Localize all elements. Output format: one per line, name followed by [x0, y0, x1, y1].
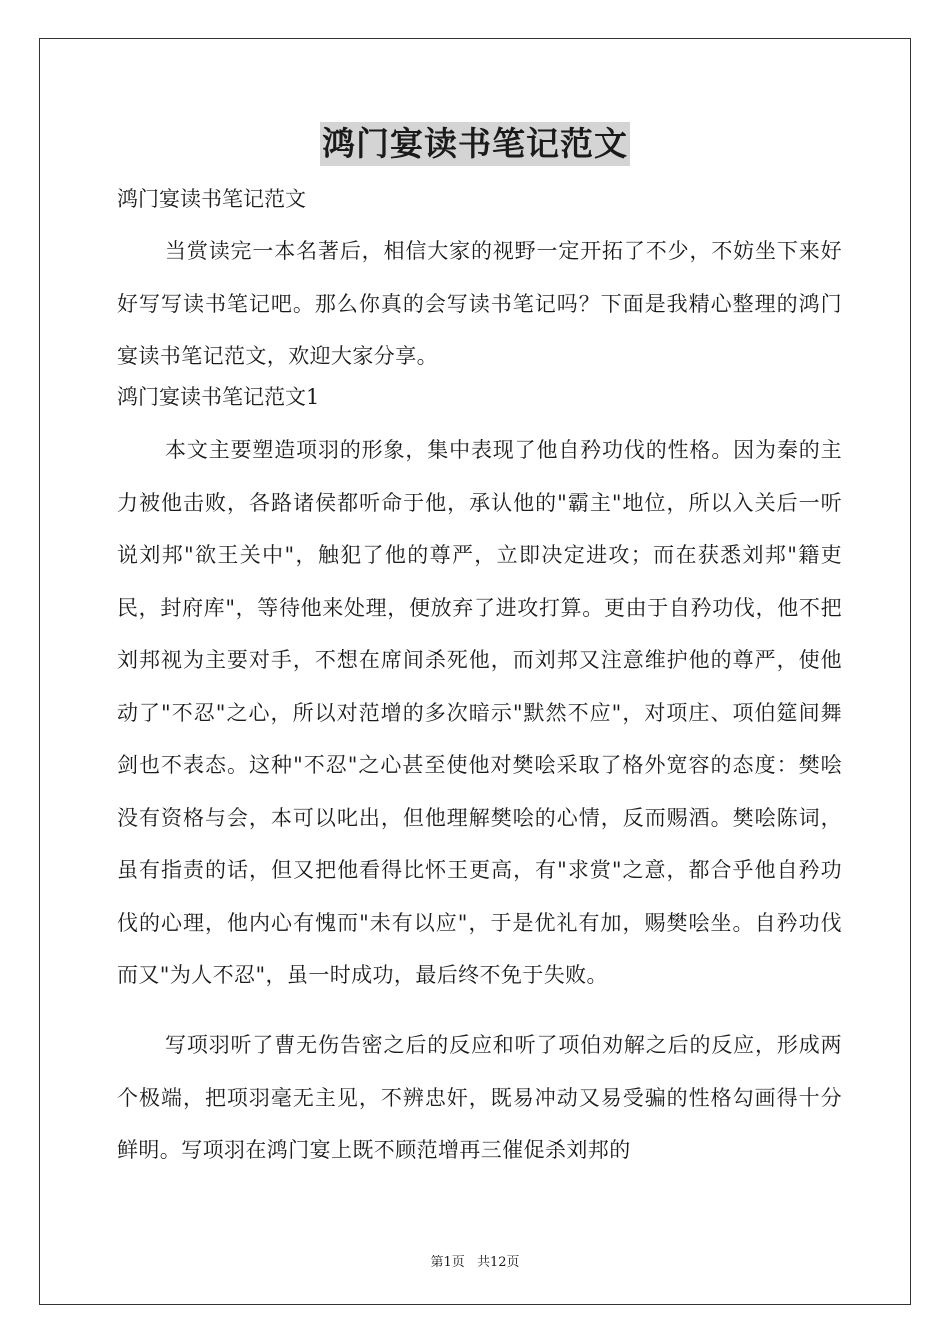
- page-footer: [0, 1251, 950, 1270]
- body-paragraph-1: 本文主要塑造项羽的形象，集中表现了他自矜功伐的性格。因为秦的主力被他击败，各路诸侯都听命于他，承认他的"霸主"地位，所以入关后一听说刘邦"欲王关中"，触犯了他的尊严，立即决定进攻；而在获悉刘邦"籍吏民，封府库"，等待他来处理，便放弃了进攻打算。更由于自矜功伐，他不把刘邦视为主要对手，不想在席间杀死他，而刘邦又注意维护他的尊严，使他动了"不忍"之心，所以对范增的多次暗示"默然不应"，对项庄、项伯筵间舞剑也不表态。这种"不忍"之心甚至使他对樊哙采取了格外宽容的态度：樊哙没有资格与会，本可以叱出，但他理解樊哙的心情，反而赐酒。樊哙陈词，虽有指责的话，但又把他看得比怀王更高，有"求赏"之意，都合乎他自矜功伐的心理，他内心有愧而"未有以应"，于是优礼有加，赐樊哙坐。自矜功伐而又"为人不忍"，虽一时成功，最后终不免于失败。: [117, 438, 842, 987]
- title-container: [0, 122, 950, 166]
- body-paragraph-2: 写项羽听了曹无伤告密之后的反应和听了项伯劝解之后的反应，形成两个极端，把项羽毫无主见，不辨忠奸，既易冲动又易受骗的性格勾画得十分鲜明。写项羽在鸿门宴上既不顾范增再三催促杀刘邦的: [117, 1033, 842, 1162]
- page-total: 共12页: [476, 1255, 520, 1270]
- document-subtitle: 鸿门宴读书笔记范文: [117, 187, 306, 211]
- section-heading: 鸿门宴读书笔记范文1: [117, 385, 320, 409]
- intro-paragraph: 当赏读完一本名著后，相信大家的视野一定开拓了不少，不妨坐下来好好写写读书笔记吧。那么你真的会写读书笔记吗？下面是我精心整理的鸿门宴读书笔记范文，欢迎大家分享。: [117, 239, 842, 368]
- page-number: 第1页: [430, 1255, 465, 1270]
- page-title: 鸿门宴读书笔记范文: [320, 122, 630, 166]
